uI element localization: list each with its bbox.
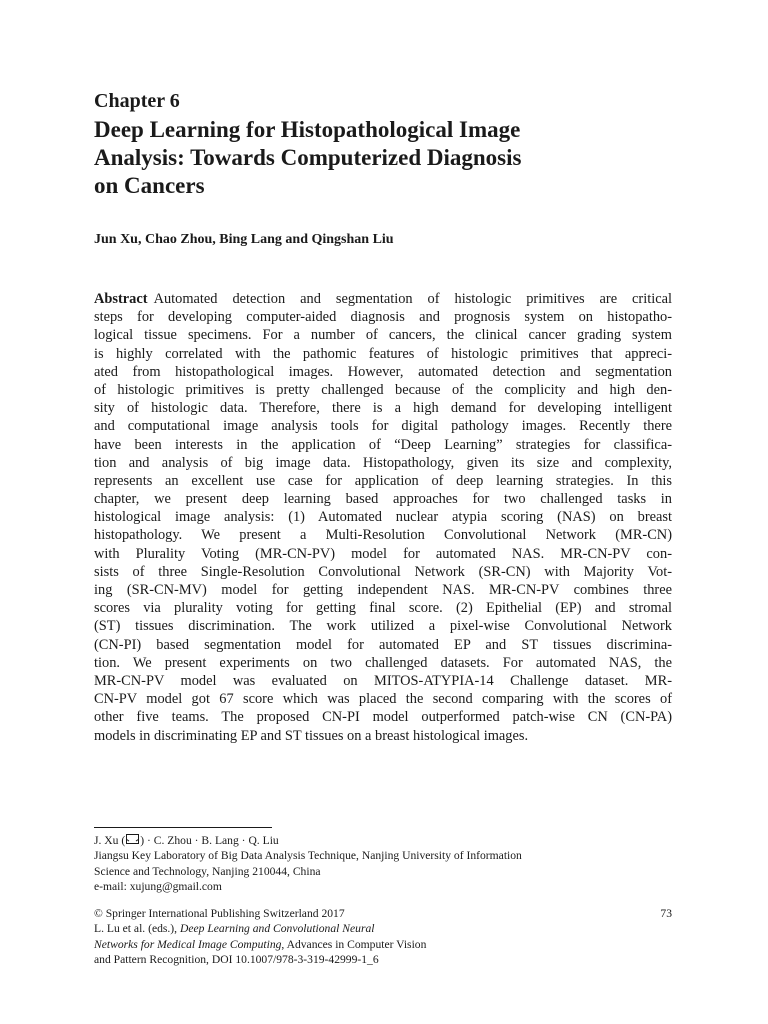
abstract-line: tion and analysis of big image data. Histopathology, given its size and complexity, xyxy=(94,454,672,471)
abstract-line: have been interests in the application of “Deep Learning” strategies for classifica- xyxy=(94,436,672,453)
abstract-line: models in discriminating EP and ST tissues on a breast histological images. xyxy=(94,727,529,744)
author-footnote xyxy=(94,833,672,895)
citation-line: Networks for Medical Image Computing, Advances in Computer Vision xyxy=(94,937,427,951)
book-title: Deep Learning and Convolutional Neural xyxy=(179,922,375,936)
footnote-divider xyxy=(94,827,272,828)
abstract-line: ing (SR-CN-MV) model for getting independent NAS. MR-CN-PV combines three xyxy=(94,582,672,598)
book-title-cont: Networks for Medical Image Computing xyxy=(94,937,282,951)
abstract xyxy=(94,290,672,745)
abstract-line: chapter, we present deep learning based approaches for two challenged tasks in xyxy=(94,491,672,508)
abstract-line: represents an excellent use case for application of deep learning strategies. In this xyxy=(94,472,672,489)
abstract-line: with Plurality Voting (MR-CN-PV) model for automated NAS. MR-CN-PV con- xyxy=(94,545,672,562)
abstract-line: other five teams. The proposed CN-PI model outperformed patch-wise CN (CN-PA) xyxy=(94,709,672,726)
footnote-affiliation-cont: Science and Technology, Nanjing 210044, China xyxy=(94,864,321,878)
abstract-line: Abstract Automated detection and segmentation of histologic primitives are critical xyxy=(94,291,672,307)
abstract-line: (ST) tissues discrimination. The work utilized a pixel-wise Convolutional Network xyxy=(94,618,672,635)
abstract-line: CN-PV model got 67 score which was placed the second comparing with the scores of xyxy=(94,691,672,708)
abstract-line: tion. We present experiments on two challenged datasets. For automated NAS, the xyxy=(94,654,672,671)
footnote-email: e-mail: xujung@gmail.com xyxy=(94,880,222,894)
page-number: 73 xyxy=(660,907,672,920)
chapter-title xyxy=(94,116,672,200)
footnote-affiliation: Jiangsu Key Laboratory of Big Data Analysis Technique, Nanjing University of Information xyxy=(94,849,522,863)
chapter-title-line: Analysis: Towards Computerized Diagnosis xyxy=(94,145,522,170)
chapter-label: Chapter 6 xyxy=(94,90,180,112)
abstract-line: logical tissue specimens. For a number of cancers, the clinical cancer grading system xyxy=(94,327,672,344)
chapter-title-line: Deep Learning for Histopathological Image xyxy=(94,117,521,142)
citation-doi: and Pattern Recognition, DOI 10.1007/978-3-319-42999-1_6 xyxy=(94,953,379,967)
abstract-line: is highly correlated with the pathomic features of histologic primitives that appreci- xyxy=(94,345,672,362)
copyright-line: © Springer International Publishing Switzerland 2017 xyxy=(94,907,345,920)
footnote-authors: J. Xu ( ) · C. Zhou · B. Lang · Q. Liu xyxy=(94,834,279,847)
copyright-block xyxy=(94,906,672,968)
abstract-line: of histologic primitives is pretty challenged because of the complicity and high den- xyxy=(94,381,672,398)
citation-line: L. Lu et al. (eds.), Deep Learning and Convolutional Neural xyxy=(94,922,375,936)
abstract-line: MR-CN-PV model was evaluated on MITOS-ATYPIA-14 Challenge dataset. MR- xyxy=(94,672,672,689)
abstract-line: histological image analysis: (1) Automated nuclear atypia scoring (NAS) on breast xyxy=(94,509,672,526)
abstract-line: sists of three Single-Resolution Convolutional Network (SR-CN) with Majority Vot- xyxy=(94,563,672,580)
abstract-line: (CN-PI) based segmentation model for automated EP and ST tissues discrimina- xyxy=(94,636,672,653)
envelope-icon xyxy=(126,834,139,844)
author-list: Jun Xu, Chao Zhou, Bing Lang and Qingshan Liu xyxy=(94,232,394,247)
abstract-line: and computational image analysis tools for digital pathology images. Recently there xyxy=(94,418,672,435)
abstract-line: steps for developing computer-aided diagnosis and prognosis system on histopatho- xyxy=(94,309,672,326)
chapter-title-line: on Cancers xyxy=(94,173,205,198)
abstract-keyword: Abstract xyxy=(94,291,148,307)
abstract-line: scores via plurality voting for getting final score. (2) Epithelial (EP) and stromal xyxy=(94,600,672,617)
abstract-line: histopathology. We present a Multi-Resolution Convolutional Network (MR-CN) xyxy=(94,527,672,544)
abstract-line: ated from histopathological images. However, automated detection and segmentation xyxy=(94,363,672,380)
abstract-line: sity of histologic data. Therefore, there is a high demand for developing intelligent xyxy=(94,400,672,417)
